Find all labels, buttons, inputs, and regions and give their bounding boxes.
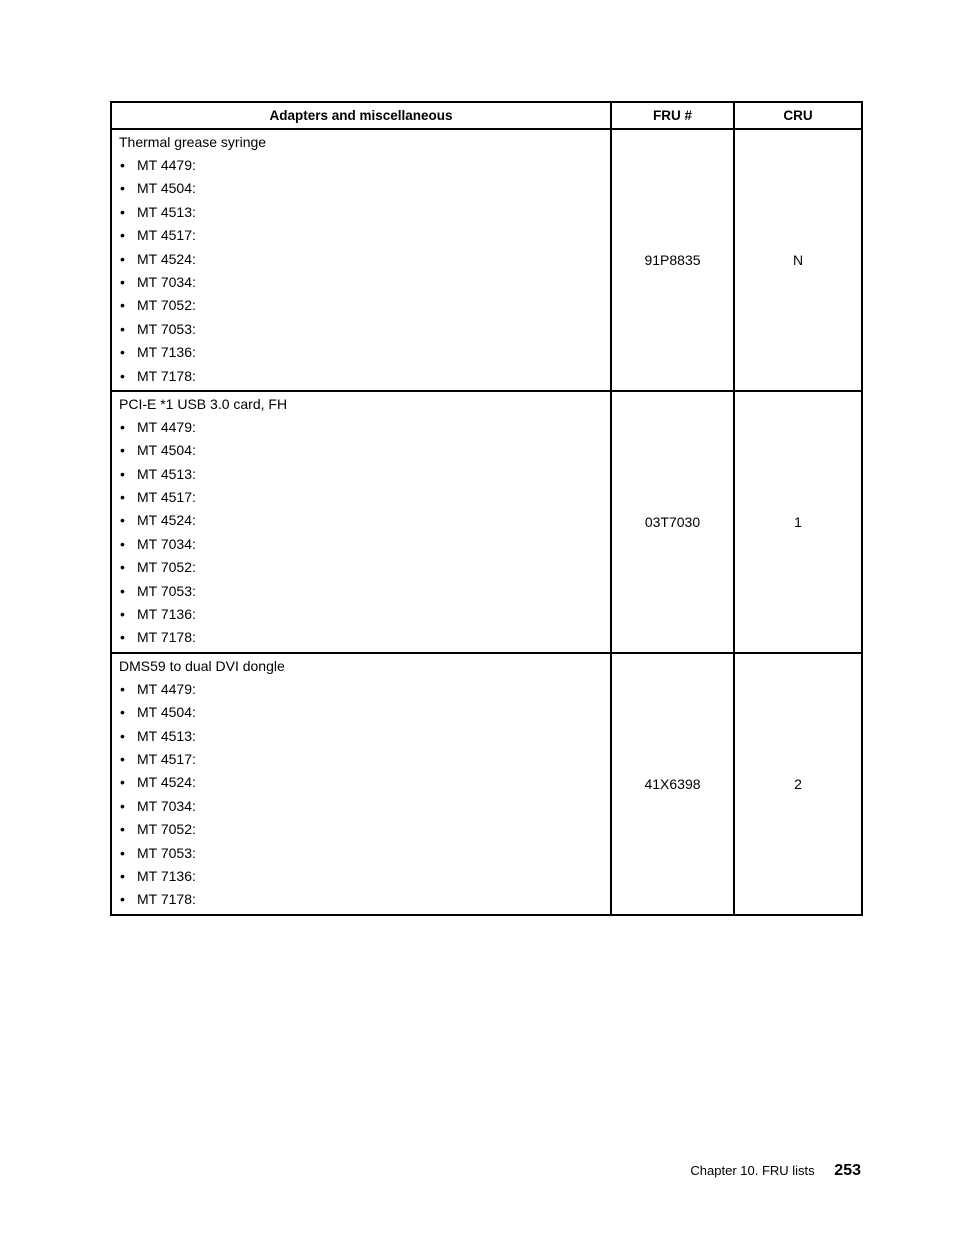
machine-type-label: MT 7034: — [137, 535, 196, 552]
table-row — [111, 653, 862, 915]
machine-type-list — [119, 416, 610, 652]
part-title: DMS59 to dual DVI dongle — [119, 657, 285, 674]
list-item — [119, 556, 610, 579]
machine-type-label: MT 7136: — [137, 606, 196, 623]
machine-type-label: MT 4479: — [137, 418, 196, 435]
machine-type-label: MT 4513: — [137, 203, 196, 220]
list-item — [119, 439, 610, 462]
machine-type-label: MT 7178: — [137, 367, 196, 384]
machine-type-label: MT 4504: — [137, 442, 196, 459]
footer-chapter: Chapter 10. FRU lists — [690, 1163, 815, 1178]
cru-value: 1 — [734, 391, 862, 653]
bullet-icon: • — [120, 797, 125, 814]
bullet-icon: • — [120, 250, 125, 267]
machine-type-label: MT 7052: — [137, 559, 196, 576]
table-row — [111, 129, 862, 391]
bullet-icon: • — [120, 582, 125, 599]
list-item — [119, 486, 610, 509]
bullet-icon: • — [120, 891, 125, 908]
list-item — [119, 748, 610, 771]
bullet-icon: • — [120, 442, 125, 459]
machine-type-label: MT 7053: — [137, 582, 196, 599]
fru-number: 03T7030 — [611, 391, 734, 653]
list-item — [119, 248, 610, 271]
bullet-icon: • — [120, 680, 125, 697]
bullet-icon: • — [120, 180, 125, 197]
bullet-icon: • — [120, 273, 125, 290]
page-footer — [690, 1162, 861, 1180]
machine-type-list — [119, 678, 610, 914]
list-item — [119, 678, 610, 701]
machine-type-label: MT 4517: — [137, 489, 196, 506]
bullet-icon: • — [120, 367, 125, 384]
list-item — [119, 416, 610, 439]
machine-type-label: MT 4524: — [137, 774, 196, 791]
bullet-icon: • — [120, 227, 125, 244]
machine-type-label: MT 4504: — [137, 180, 196, 197]
fru-number: 91P8835 — [611, 129, 734, 391]
table-body — [111, 129, 862, 915]
list-item — [119, 701, 610, 724]
part-title: Thermal grease syringe — [119, 134, 267, 150]
bullet-icon: • — [120, 559, 125, 576]
header-cru: CRU — [734, 102, 862, 129]
list-item — [119, 771, 610, 794]
machine-type-label: MT 4524: — [137, 250, 196, 267]
list-item — [119, 341, 610, 364]
bullet-icon: • — [120, 750, 125, 767]
list-item — [119, 603, 610, 626]
header-description: Adapters and miscellaneous — [111, 102, 611, 129]
bullet-icon: • — [120, 297, 125, 314]
list-item — [119, 294, 610, 317]
list-item — [119, 463, 610, 486]
bullet-icon: • — [120, 774, 125, 791]
machine-type-label: MT 4479: — [137, 157, 196, 173]
list-item — [119, 509, 610, 532]
description-cell — [111, 391, 611, 653]
list-item — [119, 533, 610, 556]
bullet-icon: • — [120, 465, 125, 482]
list-item — [119, 626, 610, 649]
bullet-icon: • — [120, 512, 125, 529]
cru-value: N — [734, 129, 862, 391]
list-item — [119, 318, 610, 341]
list-item — [119, 271, 610, 294]
page-number: 253 — [834, 1162, 861, 1179]
bullet-icon: • — [120, 203, 125, 220]
bullet-icon: • — [120, 629, 125, 646]
list-item — [119, 888, 610, 911]
machine-type-label: MT 4517: — [137, 750, 196, 767]
list-item — [119, 818, 610, 841]
machine-type-label: MT 4479: — [137, 680, 196, 697]
bullet-icon: • — [120, 704, 125, 721]
machine-type-label: MT 4513: — [137, 465, 196, 482]
fru-number: 41X6398 — [611, 653, 734, 915]
list-item — [119, 154, 610, 177]
machine-type-label: MT 7136: — [137, 867, 196, 884]
list-item — [119, 865, 610, 888]
description-cell — [111, 653, 611, 915]
list-item — [119, 365, 610, 388]
bullet-icon: • — [120, 344, 125, 361]
machine-type-label: MT 7053: — [137, 320, 196, 337]
fru-table — [110, 101, 863, 916]
bullet-icon: • — [120, 727, 125, 744]
list-item — [119, 580, 610, 603]
table-header-row — [111, 102, 862, 129]
machine-type-label: MT 7136: — [137, 344, 196, 361]
bullet-icon: • — [120, 418, 125, 435]
machine-type-label: MT 7034: — [137, 797, 196, 814]
bullet-icon: • — [120, 320, 125, 337]
bullet-icon: • — [120, 489, 125, 506]
table-row — [111, 391, 862, 653]
list-item — [119, 725, 610, 748]
header-fru: FRU # — [611, 102, 734, 129]
machine-type-label: MT 7034: — [137, 273, 196, 290]
cru-value: 2 — [734, 653, 862, 915]
machine-type-label: MT 4517: — [137, 227, 196, 244]
machine-type-label: MT 4504: — [137, 704, 196, 721]
machine-type-label: MT 7178: — [137, 629, 196, 646]
machine-type-label: MT 7178: — [137, 891, 196, 908]
bullet-icon: • — [120, 844, 125, 861]
list-item — [119, 177, 610, 200]
list-item — [119, 842, 610, 865]
bullet-icon: • — [120, 821, 125, 838]
bullet-icon: • — [120, 867, 125, 884]
list-item — [119, 224, 610, 247]
list-item — [119, 201, 610, 224]
part-title: PCI-E *1 USB 3.0 card, FH — [119, 395, 288, 412]
list-item — [119, 795, 610, 818]
bullet-icon: • — [120, 606, 125, 623]
machine-type-label: MT 7053: — [137, 844, 196, 861]
machine-type-label: MT 4513: — [137, 727, 196, 744]
description-cell — [111, 129, 611, 391]
machine-type-label: MT 7052: — [137, 821, 196, 838]
machine-type-label: MT 4524: — [137, 512, 196, 529]
machine-type-list — [119, 154, 610, 390]
machine-type-label: MT 7052: — [137, 297, 196, 314]
bullet-icon: • — [120, 157, 125, 173]
bullet-icon: • — [120, 535, 125, 552]
